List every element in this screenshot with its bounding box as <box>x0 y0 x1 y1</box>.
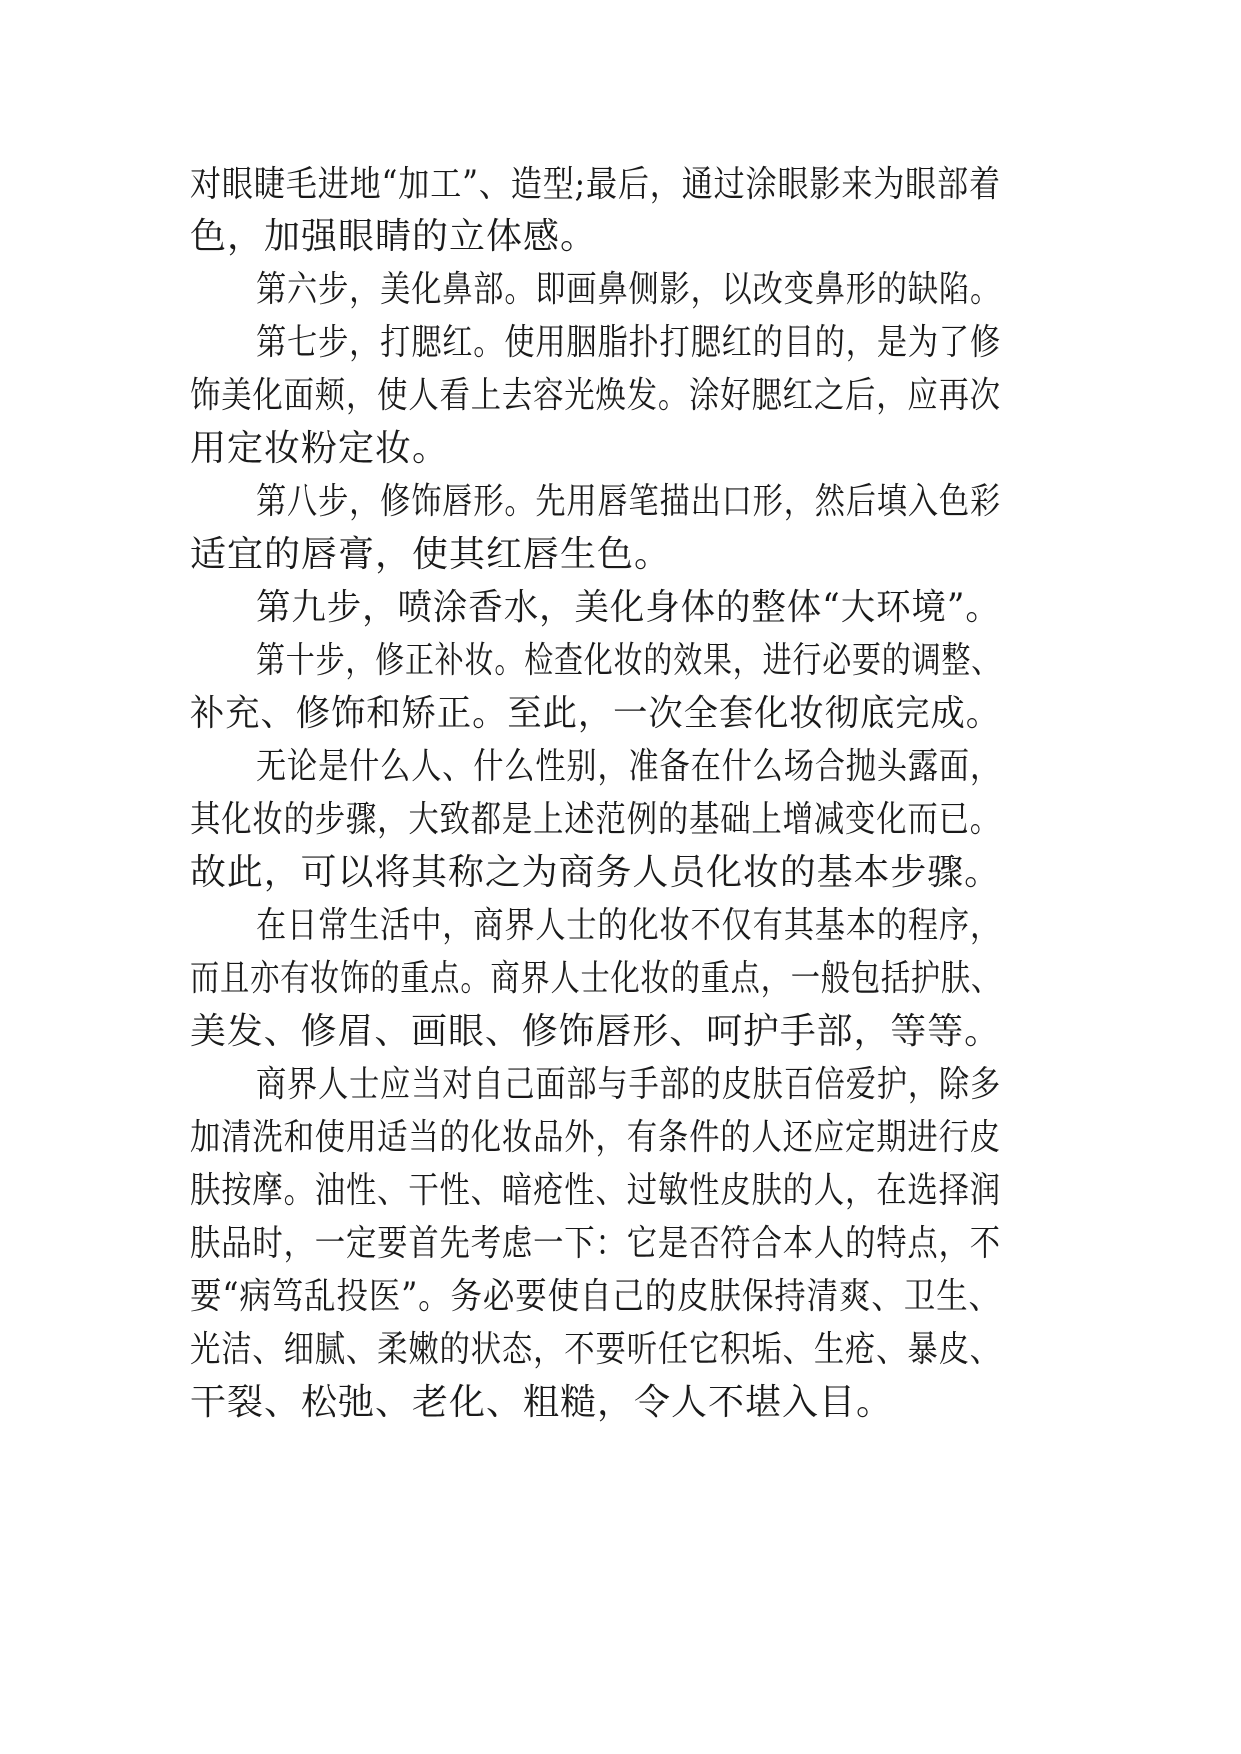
paragraph-first-line: 第六步，美化鼻部。即画鼻侧影，以改变鼻形的缺陷。 <box>256 269 1002 310</box>
text-line: 饰美化面颊，使人看上去容光焕发。涂好腮红之后，应再次 <box>190 375 1002 416</box>
paragraph-first-line: 第九步，喷涂香水，美化身体的整体“大环境”。 <box>256 587 1001 628</box>
paragraph-first-line: 第七步，打腮红。使用胭脂扑打腮红的目的，是为了修 <box>256 322 1002 363</box>
text-line: 干裂、松弛、老化、粗糙，令人不堪入目。 <box>190 1382 894 1423</box>
text-line: 适宜的唇膏，使其红唇生色。 <box>190 534 672 575</box>
paragraph-first-line: 第八步，修饰唇形。先用唇笔描出口形，然后填入色彩 <box>256 481 1002 522</box>
paragraph-first-line: 无论是什么人、什么性别，准备在什么场合抛头露面， <box>256 746 1002 787</box>
text-line: 美发、修眉、画眼、修饰唇形、呵护手部，等等。 <box>190 1011 1002 1052</box>
text-line: 肤品时，一定要首先考虑一下：它是否符合本人的特点，不 <box>190 1223 1002 1264</box>
text-line: 其化妆的步骤，大致都是上述范例的基础上增减变化而已。 <box>190 799 1002 840</box>
text-line: 肤按摩。油性、干性、暗疮性、过敏性皮肤的人，在选择润 <box>190 1170 1002 1211</box>
paragraph-first-line: 商界人士应当对自己面部与手部的皮肤百倍爱护，除多 <box>256 1064 1002 1105</box>
text-line: 用定妆粉定妆。 <box>190 428 450 469</box>
text-line: 故此，可以将其称之为商务人员化妆的基本步骤。 <box>190 852 1002 893</box>
text-line: 而且亦有妆饰的重点。商界人士化妆的重点，一般包括护肤、 <box>190 958 1002 999</box>
text-line: 对眼睫毛进地“加工”、造型;最后，通过涂眼影来为眼部着 <box>190 164 1001 205</box>
text-line: 要“病笃乱投医”。务必要使自己的皮肤保持清爽、卫生、 <box>190 1276 1001 1317</box>
text-line: 光洁、细腻、柔嫩的状态，不要听任它积垢、生疮、暴皮、 <box>190 1329 1002 1370</box>
text-line: 加清洗和使用适当的化妆品外，有条件的人还应定期进行皮 <box>190 1117 1002 1158</box>
text-line: 色，加强眼睛的立体感。 <box>190 216 598 257</box>
paragraph-first-line: 在日常生活中，商界人士的化妆不仅有其基本的程序， <box>256 905 1002 946</box>
text-line: 补充、修饰和矫正。至此，一次全套化妆彻底完成。 <box>190 693 1002 734</box>
paragraph-first-line: 第十步，修正补妆。检查化妆的效果，进行必要的调整、 <box>256 640 1002 681</box>
